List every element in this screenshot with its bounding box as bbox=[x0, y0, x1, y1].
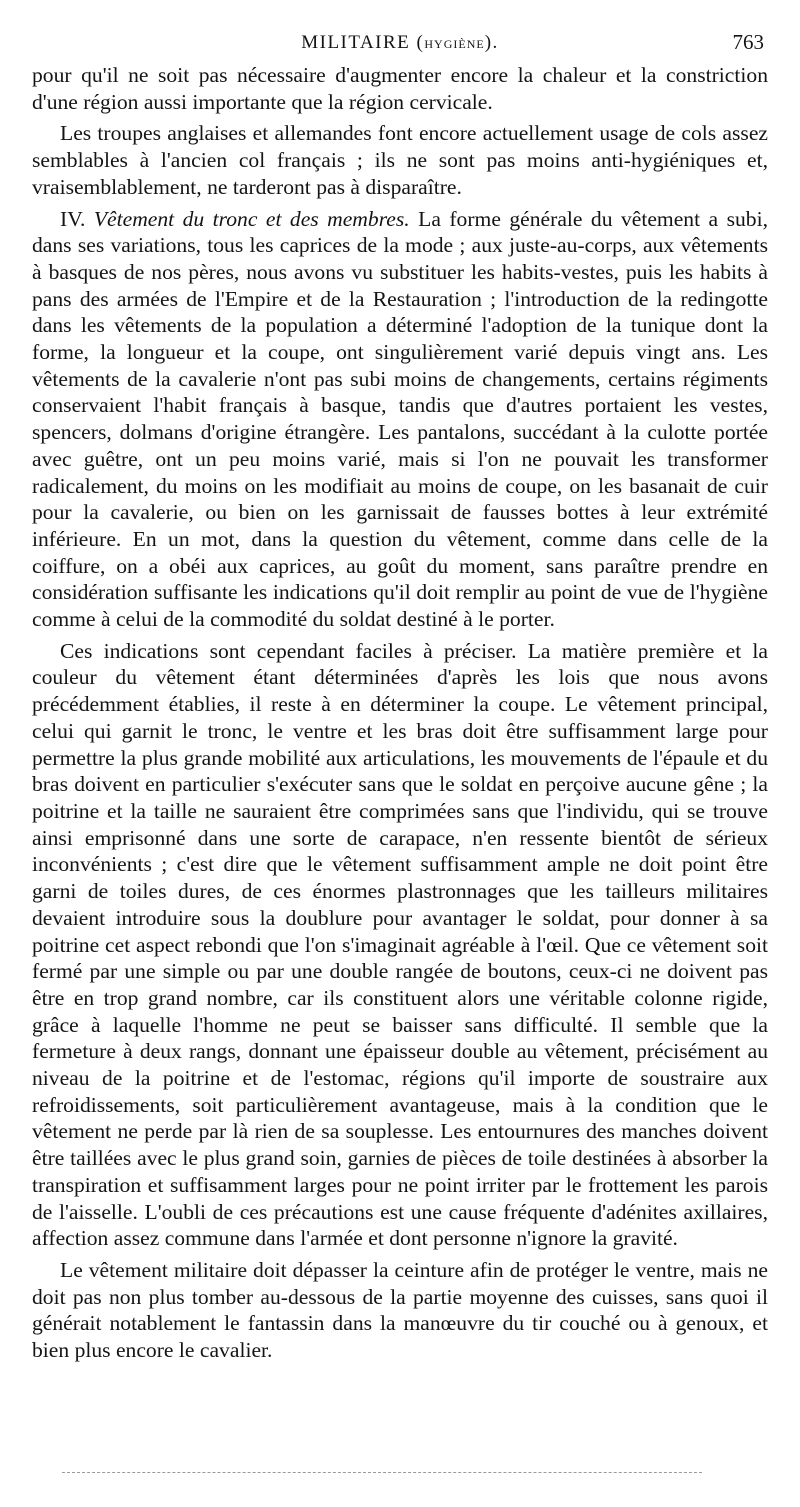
paragraph-text: pour qu'il ne soit pas nécessaire d'augmenter encore la chaleur et la constriction d'une région aussi importante que la région cervicale. bbox=[32, 63, 768, 114]
body-text bbox=[32, 62, 768, 1364]
paragraph-text: La forme générale du vêtement a subi, dans ses variations, tous les caprices de la mode ; aux juste-au-corps, aux vêtements à basques de nos pères, nous avons vu substituer les habits-vestes, puis les habits à pans des armées de l'Empire et de la Restauration ; l'introduction de la redingotte dans les vêtements de la population a déterminé l'adoption de la tunique dont la forme, la longueur et la coupe, ont singulièrement varié depuis vingt ans. Les vêtements de la cavalerie n'ont pas subi moins de changements, certains régiments conservaient l'habit français à basque, tandis que d'autres portaient les vestes, spencers, dolmans d'origine étrangère. Les pantalons, succédant à la culotte portée avec guêtre, ont un peu moins varié, mais si l'on ne pouvait les transformer radicalement, du moins on les modifiait au moins de coupe, on les basanait de cuir pour la cavalerie, ou bien on les garnissait de fausses bottes à leur extrémité inférieure. En un mot, dans la question du vêtement, comme dans celle de la coiffure, on a obéi aux caprices, au goût du moment, sans paraître prendre en considération suffisante les indications qu'il doit remplir au point de vue de l'hygiène comme à celui de la commodité du soldat destiné à le porter. bbox=[32, 206, 768, 632]
running-title-main: MILITAIRE bbox=[301, 32, 411, 53]
section-number: IV. bbox=[60, 206, 94, 231]
section-title: Vêtement du tronc et des membres. bbox=[93, 206, 410, 231]
paragraph-3 bbox=[32, 206, 768, 633]
running-title bbox=[32, 32, 768, 54]
paragraph-5 bbox=[32, 1257, 768, 1364]
paragraph-4 bbox=[32, 638, 768, 1252]
paragraph-text: Les troupes anglaises et allemandes font encore actuellement usage de cols assez semblables à l'ancien col français ; ils ne sont pas moins anti-hygiéniques et, vraisemblablement, ne tarderont pas à disparaître. bbox=[32, 121, 768, 199]
paragraph-1 bbox=[32, 62, 768, 115]
running-title-open: ( bbox=[410, 32, 425, 53]
paragraph-text: Ces indications sont cependant faciles à préciser. La matière première et la couleur du vêtement étant déterminées d'après les lois que nous avons précédemment établies, il reste à en déterminer la coupe. Le vêtement principal, celui qui garnit le tronc, le ventre et les bras doit être suffisamment large pour permettre la plus grande mobilité aux articulations, les mouvements de l'épaule et du bras doivent en particulier s'exécuter sans que le soldat en perçoive aucune gêne ; la poitrine et la taille ne sauraient être comprimées sans que l'individu, qui se trouve ainsi emprisonné dans une sorte de carapace, n'en ressente bientôt de sérieux inconvénients ; c'est dire que le vêtement suffisamment ample ne doit point être garni de toiles dures, de ces énormes plastronnages que les tailleurs militaires devaient introduire sous la doublure pour avantager le soldat, pour donner à sa poitrine cet aspect rebondi que l'on s'imaginait agréable à l'œil. Que ce vêtement soit fermé par une simple ou par une double rangée de boutons, ceux-ci ne doivent pas être en trop grand nombre, car ils constituent alors une véritable colonne rigide, grâce à laquelle l'homme ne peut se baisser sans difficulté. Il semble que la fermeture à deux rangs, donnant une épaisseur double au vêtement, précisément au niveau de la poitrine et de l'estomac, régions qu'il importe de soustraire aux refroidissements, soit particulièrement avantageuse, mais à la condition que le vêtement ne perde par là rien de sa souplesse. Les entournures des manches doivent être taillées avec le plus grand soin, garnies de pièces de toile destinées à absorber la transpiration et suffisamment larges pour ne point irriter par le frottement les parois de l'aisselle. L'oubli de ces précautions est une cause fréquente d'adénites axillaires, affection assez commune dans l'armée et dont personne n'ignore la gravité. bbox=[32, 638, 768, 1251]
running-title-close: ). bbox=[484, 32, 499, 53]
paragraph-2 bbox=[32, 120, 768, 200]
page-number: 763 bbox=[732, 30, 764, 54]
footer-rule bbox=[62, 1472, 702, 1473]
paragraph-text: Le vêtement militaire doit dépasser la ceinture afin de protéger le ventre, mais ne doit pas non plus tomber au-dessous de la partie moyenne des cuisses, sans quoi il générait notablement le fantassin dans la manœuvre du tir couché ou à genoux, et bien plus encore le cavalier. bbox=[32, 1257, 768, 1363]
page bbox=[32, 30, 768, 1364]
running-title-subject: HYGIÈNE bbox=[424, 37, 485, 51]
running-header bbox=[32, 30, 768, 62]
